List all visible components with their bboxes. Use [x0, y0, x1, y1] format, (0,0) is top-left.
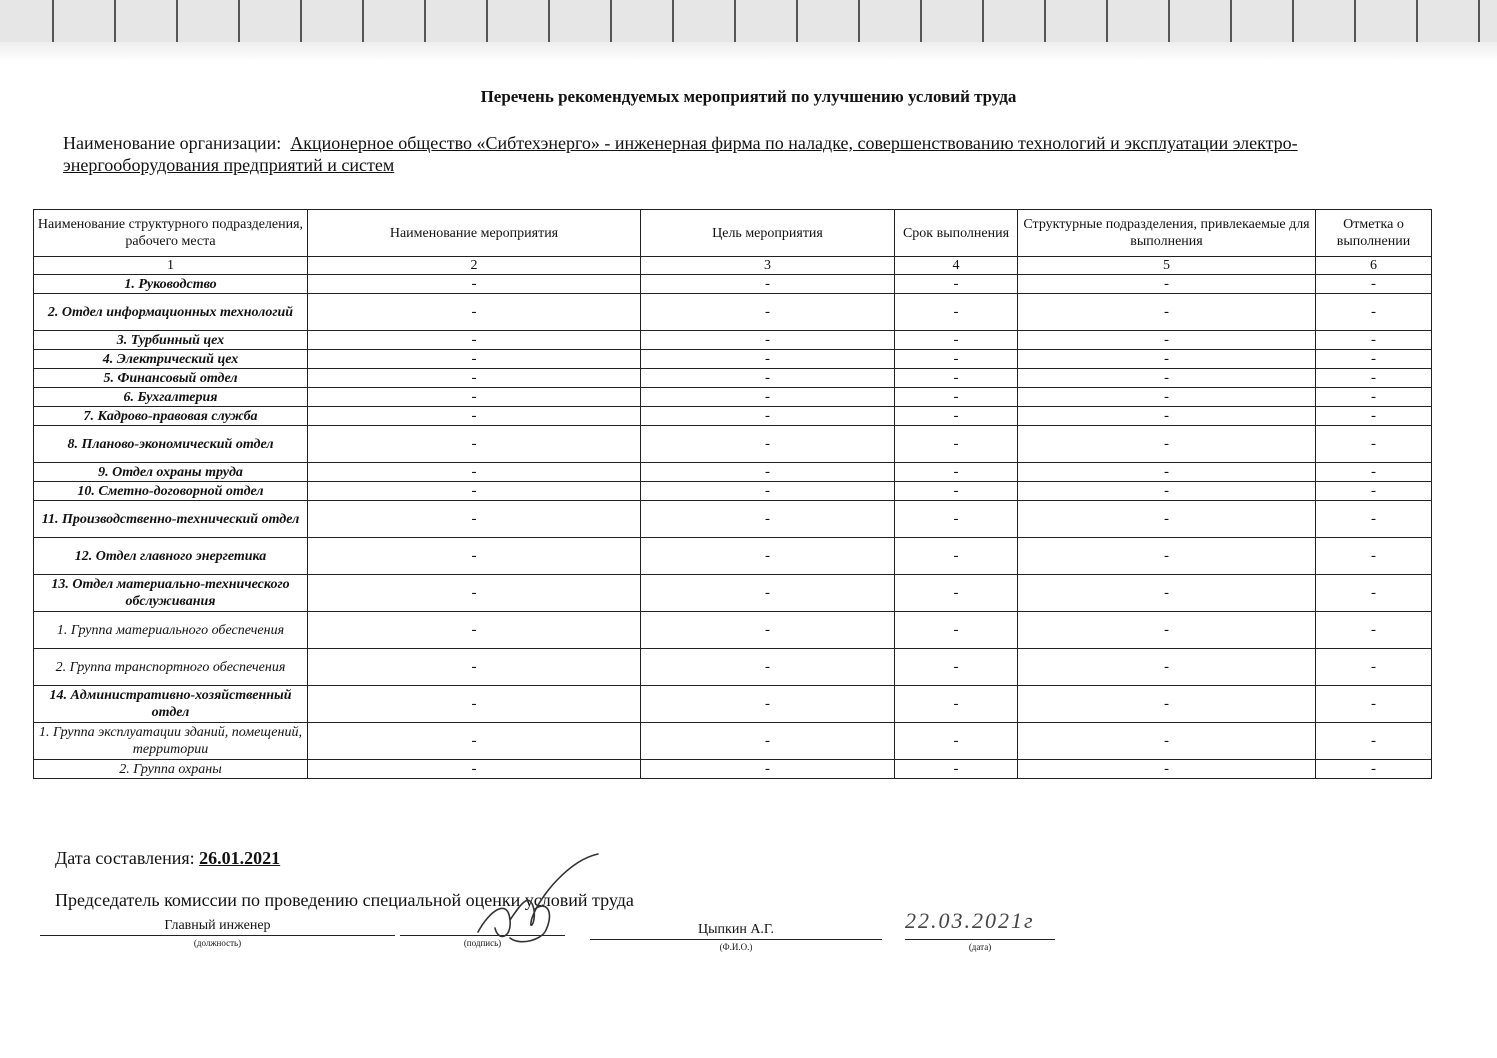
table-cell: -	[641, 538, 895, 575]
table-cell: -	[895, 407, 1018, 426]
table-cell: -	[895, 275, 1018, 294]
table-row	[34, 463, 1432, 482]
table-row	[34, 426, 1432, 463]
table-row	[34, 612, 1432, 649]
table-cell: -	[895, 463, 1018, 482]
table-header-row	[34, 210, 1432, 257]
department-name: 7. Кадрово-правовая служба	[34, 407, 308, 426]
table-cell: -	[641, 331, 895, 350]
table-row	[34, 482, 1432, 501]
table-cell: -	[641, 275, 895, 294]
table-cell: -	[308, 686, 641, 723]
table-cell: -	[308, 482, 641, 501]
table-cell: -	[1018, 538, 1316, 575]
table-cell: -	[1018, 331, 1316, 350]
column-number: 3	[641, 257, 895, 275]
department-name: 14. Административно-хозяйственный отдел	[34, 686, 308, 723]
table-cell: -	[895, 649, 1018, 686]
table-cell: -	[641, 686, 895, 723]
department-name: 4. Электрический цех	[34, 350, 308, 369]
table-cell: -	[1316, 407, 1432, 426]
name-field	[590, 922, 882, 952]
table-cell: -	[1316, 369, 1432, 388]
department-name: 5. Финансовый отдел	[34, 369, 308, 388]
table-row	[34, 575, 1432, 612]
table-cell: -	[895, 350, 1018, 369]
table-cell: -	[1316, 575, 1432, 612]
header-department: Наименование структурного подразделения, рабочего места	[34, 210, 308, 257]
table-cell: -	[895, 369, 1018, 388]
table-cell: -	[641, 723, 895, 760]
organization-label: Наименование организации:	[63, 133, 282, 153]
table-cell: -	[1316, 331, 1432, 350]
table-cell: -	[895, 482, 1018, 501]
column-number: 6	[1316, 257, 1432, 275]
table-cell: -	[1018, 686, 1316, 723]
document-title: Перечень рекомендуемых мероприятий по улучшению условий труда	[480, 87, 1017, 106]
table-cell: -	[895, 612, 1018, 649]
table-cell: -	[1316, 350, 1432, 369]
header-completion-mark: Отметка о выполнении	[1316, 210, 1432, 257]
department-name: 12. Отдел главного энергетика	[34, 538, 308, 575]
name-value: Цыпкин А.Г.	[590, 922, 882, 940]
table-cell: -	[1316, 463, 1432, 482]
binder-shadow	[0, 42, 1497, 62]
table-cell: -	[308, 612, 641, 649]
table-cell: -	[1018, 275, 1316, 294]
table-cell: -	[641, 612, 895, 649]
table-row	[34, 649, 1432, 686]
department-name: 13. Отдел материально-технического обслуживания	[34, 575, 308, 612]
table-cell: -	[308, 501, 641, 538]
table-cell: -	[1316, 649, 1432, 686]
department-name: 6. Бухгалтерия	[34, 388, 308, 407]
table-row	[34, 760, 1432, 779]
signature-caption: (подпись)	[463, 938, 502, 948]
measures-table	[33, 209, 1432, 779]
table-row	[34, 331, 1432, 350]
name-caption: (Ф.И.О.)	[719, 942, 753, 952]
table-cell: -	[1316, 294, 1432, 331]
department-name: 3. Турбинный цех	[34, 331, 308, 350]
handwritten-signature	[450, 850, 610, 950]
table-cell: -	[1018, 723, 1316, 760]
header-measure: Наименование мероприятия	[308, 210, 641, 257]
table-cell: -	[641, 369, 895, 388]
department-name: 11. Производственно-технический отдел	[34, 501, 308, 538]
table-cell: -	[1316, 501, 1432, 538]
table-cell: -	[895, 331, 1018, 350]
table-cell: -	[308, 275, 641, 294]
table-cell: -	[895, 388, 1018, 407]
department-name: 2. Отдел информационных технологий	[34, 294, 308, 331]
table-cell: -	[641, 482, 895, 501]
table-cell: -	[895, 686, 1018, 723]
table-row	[34, 350, 1432, 369]
table-cell: -	[1316, 612, 1432, 649]
column-number: 5	[1018, 257, 1316, 275]
column-numbers-row	[34, 257, 1432, 275]
table-cell: -	[1018, 463, 1316, 482]
organization-name: Акционерное общество «Сибтехэнерго» - инженерная фирма по наладке, совершенствованию технологий и эксплуатации электро-энергооборудования предприятий и систем	[63, 133, 1298, 175]
table-cell: -	[1316, 482, 1432, 501]
table-cell: -	[895, 723, 1018, 760]
table-cell: -	[1018, 612, 1316, 649]
table-cell: -	[308, 350, 641, 369]
table-cell: -	[1316, 723, 1432, 760]
table-row	[34, 723, 1432, 760]
table-cell: -	[641, 463, 895, 482]
compilation-date-line	[55, 848, 280, 869]
column-number: 2	[308, 257, 641, 275]
department-name: 2. Группа транспортного обеспечения	[34, 649, 308, 686]
table-cell: -	[1316, 760, 1432, 779]
department-name: 2. Группа охраны	[34, 760, 308, 779]
department-name: 1. Группа материального обеспечения	[34, 612, 308, 649]
table-cell: -	[641, 350, 895, 369]
binder-holes-strip	[0, 0, 1497, 42]
table-cell: -	[1018, 575, 1316, 612]
column-number: 4	[895, 257, 1018, 275]
department-name: 1. Группа эксплуатации зданий, помещений, территории	[34, 723, 308, 760]
department-name: 10. Сметно-договорной отдел	[34, 482, 308, 501]
table-cell: -	[641, 294, 895, 331]
table-cell: -	[1316, 388, 1432, 407]
table-cell: -	[308, 538, 641, 575]
commission-chair-label: Председатель комиссии по проведению специальной оценки условий труда	[55, 890, 634, 910]
table-cell: -	[1018, 426, 1316, 463]
table-cell: -	[1316, 538, 1432, 575]
table-cell: -	[641, 407, 895, 426]
handwritten-date: 22.03.2021г	[905, 908, 1035, 933]
table-cell: -	[641, 501, 895, 538]
table-row	[34, 388, 1432, 407]
column-number: 1	[34, 257, 308, 275]
table-cell: -	[1316, 686, 1432, 723]
table-cell: -	[895, 538, 1018, 575]
table-cell: -	[308, 388, 641, 407]
table-row	[34, 501, 1432, 538]
table-cell: -	[1018, 760, 1316, 779]
table-cell: -	[308, 760, 641, 779]
table-cell: -	[1018, 294, 1316, 331]
table-cell: -	[1018, 649, 1316, 686]
table-cell: -	[1018, 350, 1316, 369]
table-cell: -	[308, 407, 641, 426]
position-caption: (должность)	[193, 938, 242, 948]
table-cell: -	[895, 501, 1018, 538]
table-cell: -	[641, 426, 895, 463]
table-cell: -	[895, 575, 1018, 612]
table-cell: -	[308, 331, 641, 350]
position-value: Главный инженер	[40, 918, 395, 936]
table-row	[34, 407, 1432, 426]
header-involved-units: Структурные подразделения, привлекаемые для выполнения	[1018, 210, 1316, 257]
table-cell: -	[1018, 501, 1316, 538]
table-cell: -	[895, 760, 1018, 779]
table-cell: -	[1018, 369, 1316, 388]
table-row	[34, 369, 1432, 388]
compilation-date-value: 26.01.2021	[199, 848, 281, 868]
table-cell: -	[1018, 407, 1316, 426]
table-cell: -	[308, 294, 641, 331]
table-row	[34, 294, 1432, 331]
department-name: 9. Отдел охраны труда	[34, 463, 308, 482]
table-cell: -	[641, 388, 895, 407]
table-cell: -	[1018, 482, 1316, 501]
table-cell: -	[641, 649, 895, 686]
table-cell: -	[641, 575, 895, 612]
table-cell: -	[1018, 388, 1316, 407]
organization-line	[63, 132, 1393, 176]
date-caption: (дата)	[968, 942, 992, 952]
table-cell: -	[308, 369, 641, 388]
table-cell: -	[895, 294, 1018, 331]
table-row	[34, 275, 1432, 294]
position-field	[40, 918, 395, 948]
table-cell: -	[308, 463, 641, 482]
table-cell: -	[308, 575, 641, 612]
table-cell: -	[1316, 426, 1432, 463]
table-cell: -	[641, 760, 895, 779]
department-name: 8. Планово-экономический отдел	[34, 426, 308, 463]
table-cell: -	[308, 649, 641, 686]
table-cell: -	[1316, 275, 1432, 294]
table-row	[34, 538, 1432, 575]
table-cell: -	[308, 426, 641, 463]
header-deadline: Срок выполнения	[895, 210, 1018, 257]
table-cell: -	[308, 723, 641, 760]
table-row	[34, 686, 1432, 723]
header-goal: Цель мероприятия	[641, 210, 895, 257]
table-cell: -	[895, 426, 1018, 463]
compilation-date-label: Дата составления:	[55, 848, 195, 868]
department-name: 1. Руководство	[34, 275, 308, 294]
